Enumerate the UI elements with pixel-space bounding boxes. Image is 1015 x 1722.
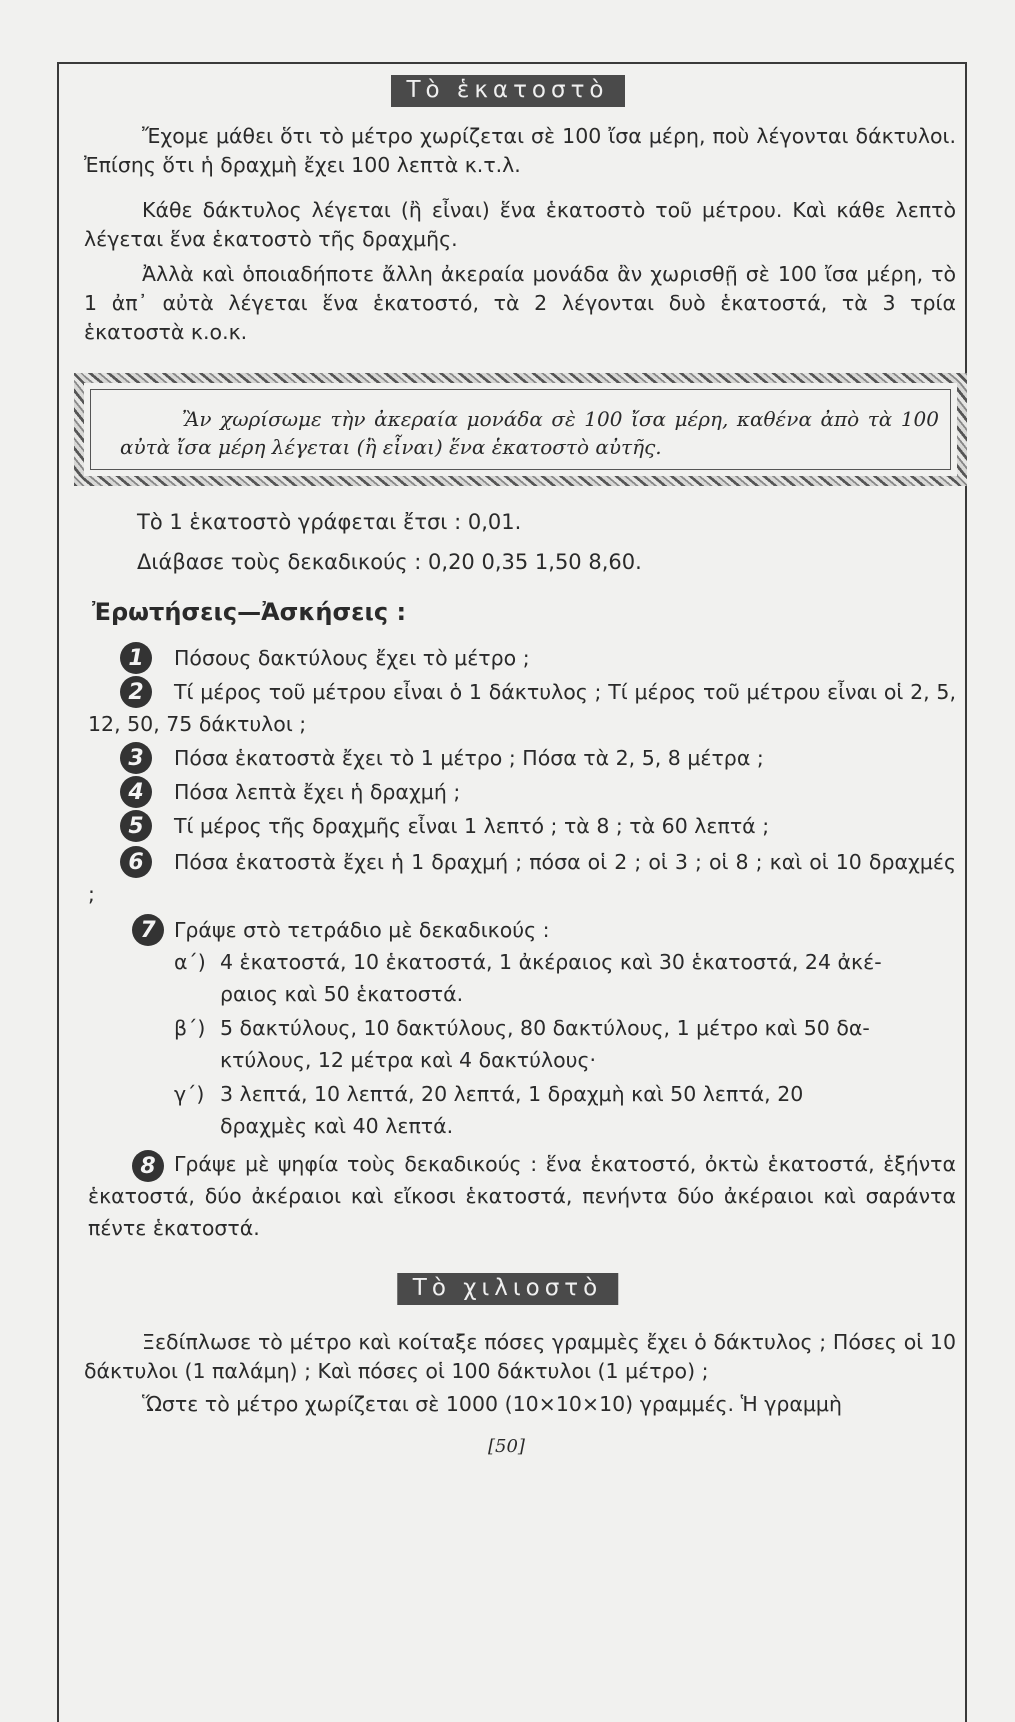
exercise-8-text: Γράψε μὲ ψηφία τοὺς δεκαδικούς : ἕνα ἑκατοστό, ὀκτὼ ἑκατοστά, ἑξήντα ἑκατοστά, δύο ἀκέραιοι καὶ εἴκοσι ἑκατοστά, πενήντα δύο ἀκέραιοι καὶ σαράντα πέντε ἑκατοστά. <box>88 1152 956 1240</box>
exercise-4 <box>88 776 956 808</box>
exercise-5 <box>88 810 956 842</box>
part-c-line2: δραχμὲς καὶ 40 λεπτά. <box>220 1114 454 1138</box>
exercise-number-1: 1 <box>120 642 152 674</box>
exercise-number-8: 8 <box>132 1150 164 1182</box>
exercise-7: Γράψε στὸ τετράδιο μὲ δεκαδικούς : <box>174 918 550 942</box>
notation-line: Τὸ 1 ἑκατοστὸ γράφεται ἔτσι : 0,01. <box>137 510 522 534</box>
part-a-line2: ραιος καὶ 50 ἑκατοστά. <box>220 982 464 1006</box>
section-title-thousandth: Τὸ χιλιοστὸ <box>397 1273 618 1305</box>
part-b-line1: 5 δακτύλους, 10 δακτύλους, 80 δακτύλους, 1 μέτρο καὶ 50 δα- <box>220 1016 870 1040</box>
part-b-label: β΄) <box>174 1016 206 1040</box>
exercise-8 <box>88 1148 956 1244</box>
intro-paragraph: Ἔχομε μάθει ὅτι τὸ μέτρο χωρίζεται σὲ 100 ἴσα μέρη, ποὺ λέγονται δάκτυλοι. Ἐπίσης ὅτι ἡ δραχμὴ ἔχει 100 λεπτὰ κ.τ.λ. <box>84 124 956 177</box>
section-title-hundredth: Τὸ ἑκατοστὸ <box>391 75 625 107</box>
exercise-number-3: 3 <box>120 742 152 774</box>
ruler-paragraph: Ξεδίπλωσε τὸ μέτρο καὶ κοίταξε πόσες γραμμὲς ἔχει ὁ δάκτυλος ; Πόσες οἱ 10 δάκτυλοι (1 παλάμη) ; Καὶ πόσες οἱ 100 δάκτυλοι (1 μέτρο) ; <box>84 1330 956 1383</box>
part-c-label: γ΄) <box>174 1082 205 1106</box>
exercise-6-text: Πόσα ἑκατοστὰ ἔχει ἡ 1 δραχμή ; πόσα οἱ 2 ; οἱ 3 ; οἱ 8 ; καὶ οἱ 10 δραχμές ; <box>88 850 956 906</box>
exercise-3 <box>88 742 956 774</box>
exercise-3-text: Πόσα ἑκατοστὰ ἔχει τὸ 1 μέτρο ; Πόσα τὰ 2, 5, 8 μέτρα ; <box>174 746 764 770</box>
read-decimals-line: Διάβασε τοὺς δεκαδικούς : 0,20 0,35 1,50 8,60. <box>137 550 642 574</box>
exercise-number-7: 7 <box>132 914 164 946</box>
part-a-line1: 4 ἑκατοστά, 10 ἑκατοστά, 1 ἀκέραιος καὶ 30 ἑκατοστά, 24 ἀκέ- <box>220 950 882 974</box>
exercise-4-text: Πόσα λεπτὰ ἔχει ἡ δραχμή ; <box>174 780 461 804</box>
rule-box <box>74 373 967 486</box>
page-number: [50] <box>488 1436 525 1457</box>
exercise-1 <box>88 642 956 674</box>
exercise-2 <box>88 676 956 740</box>
part-b-line2: κτύλους, 12 μέτρα καὶ 4 δακτύλους· <box>220 1048 597 1072</box>
general-paragraph: Ἀλλὰ καὶ ὁποιαδήποτε ἄλλη ἀκεραία μονάδα ἂν χωρισθῇ σὲ 100 ἴσα μέρη, τὸ 1 ἀπ᾽ αὐτὰ λέγεται ἕνα ἑκατοστό, τὰ 2 λέγονται δυὸ ἑκατοστά, τὰ 3 τρία ἑκατοστὰ κ.ο.κ. <box>84 262 956 344</box>
exercise-number-5: 5 <box>120 810 152 842</box>
part-c-line1: 3 λεπτά, 10 λεπτά, 20 λεπτά, 1 δραχμὴ καὶ 50 λεπτά, 20 <box>220 1082 804 1106</box>
exercise-number-4: 4 <box>120 776 152 808</box>
exercise-7-part-c <box>174 1078 964 1142</box>
exercise-7-part-a <box>174 946 964 1010</box>
conclusion-paragraph: Ὥστε τὸ μέτρο χωρίζεται σὲ 1000 (10×10×10) γραμμές. Ἡ γραμμὴ <box>142 1392 842 1416</box>
exercise-5-text: Τί μέρος τῆς δραχμῆς εἶναι 1 λεπτό ; τὰ 8 ; τὰ 60 λεπτά ; <box>174 814 770 838</box>
exercise-6 <box>88 846 956 910</box>
exercise-number-2: 2 <box>120 676 152 708</box>
exercise-1-text: Πόσους δακτύλους ἔχει τὸ μέτρο ; <box>174 646 530 670</box>
rule-text: Ἂν χωρίσωμε τὴν ἀκεραία μονάδα σὲ 100 ἴσα μέρη, καθένα ἀπὸ τὰ 100 αὐτὰ ἴσα μέρη λέγεται (ἢ εἶναι) ἕνα ἑκατοστὸ αὐτῆς. <box>120 407 939 459</box>
part-a-label: α΄) <box>174 950 206 974</box>
exercise-2-text: Τί μέρος τοῦ μέτρου εἶναι ὁ 1 δάκτυλος ; Τί μέρος τοῦ μέτρου εἶναι οἱ 2, 5, 12, 50, 75 δάκτυλοι ; <box>88 680 956 736</box>
exercises-title: Ἐρωτήσεις—Ἀσκήσεις : <box>92 598 407 626</box>
exercise-7-part-b <box>174 1012 964 1076</box>
exercise-number-6: 6 <box>120 846 152 878</box>
definition-paragraph: Κάθε δάκτυλος λέγεται (ἢ εἶναι) ἕνα ἑκατοστὸ τοῦ μέτρου. Καὶ κάθε λεπτὸ λέγεται ἕνα ἑκατοστὸ τῆς δραχμῆς. <box>84 198 956 251</box>
